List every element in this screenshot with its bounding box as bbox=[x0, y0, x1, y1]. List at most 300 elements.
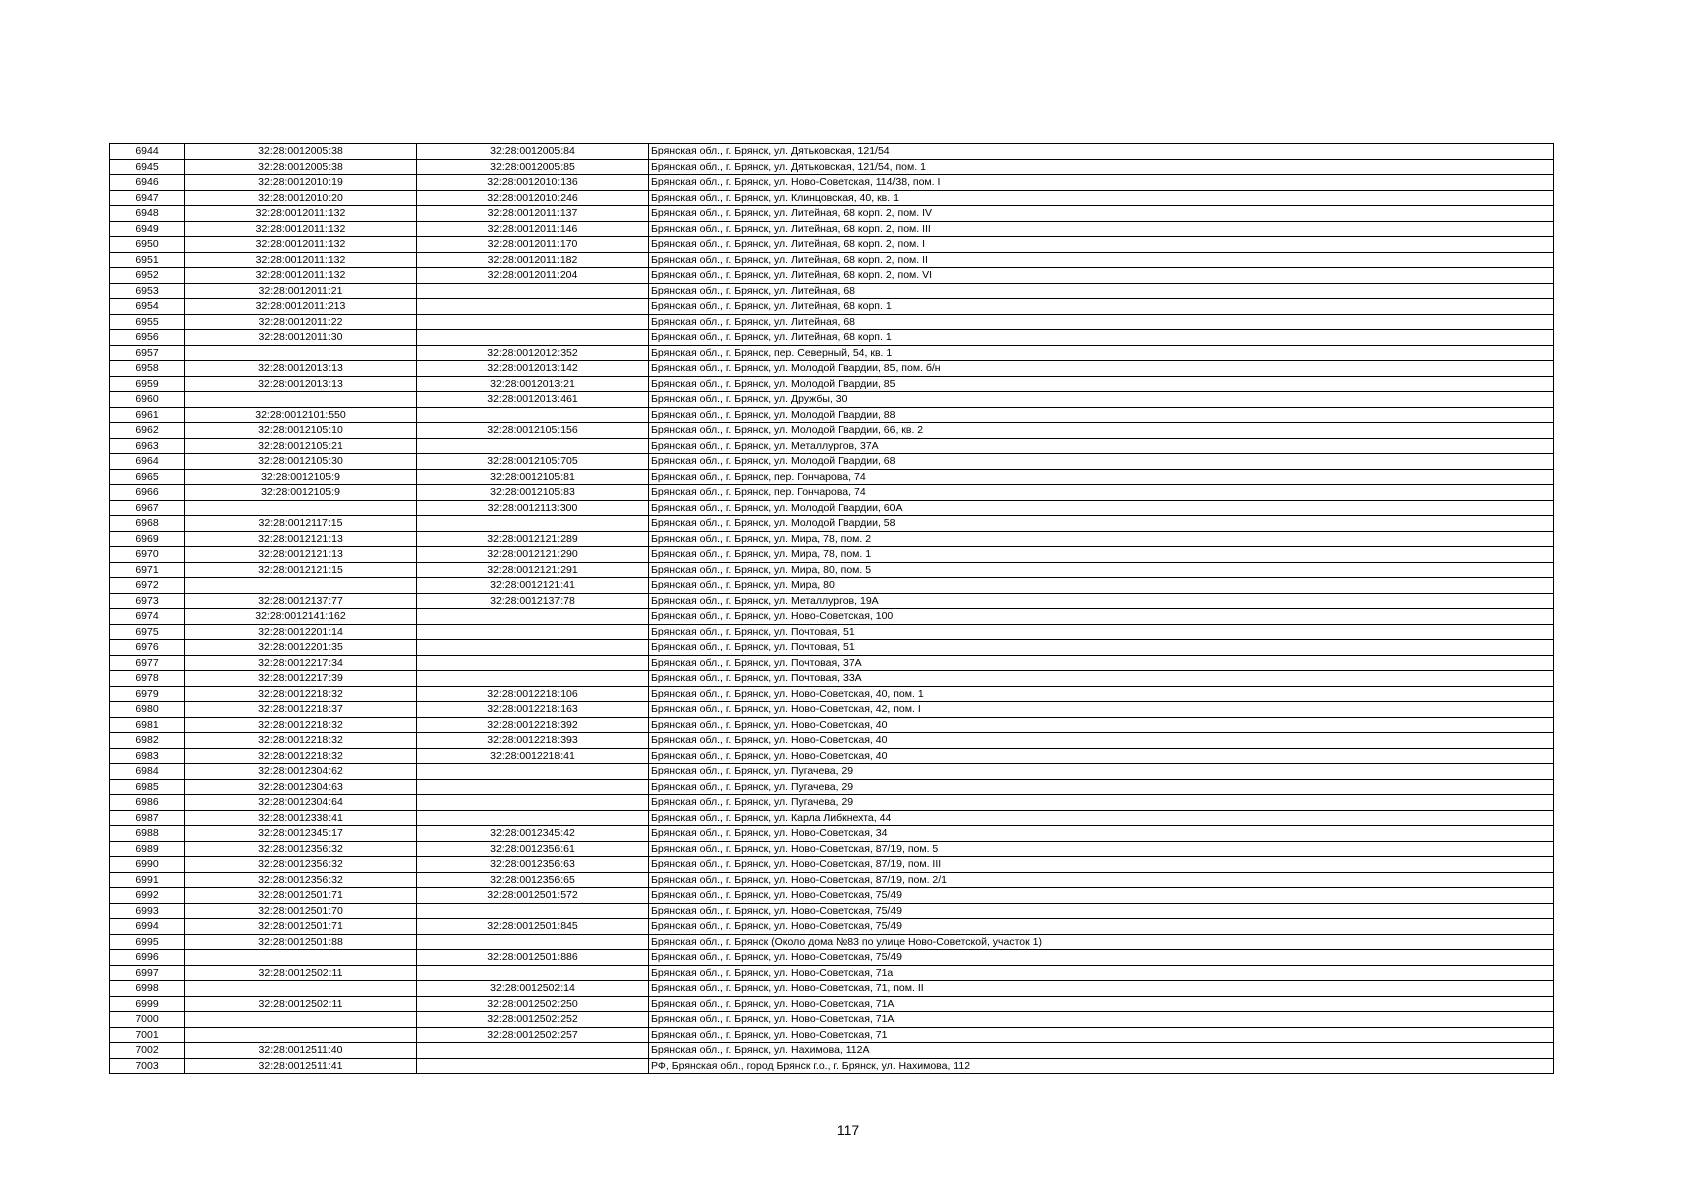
object-number-cell bbox=[417, 1058, 649, 1074]
row-number-cell: 6992 bbox=[110, 888, 185, 904]
row-number-cell: 6947 bbox=[110, 190, 185, 206]
table-row bbox=[110, 702, 1554, 718]
parcel-number-cell bbox=[185, 578, 417, 594]
row-number-cell: 6991 bbox=[110, 872, 185, 888]
parcel-number-cell: 32:28:0012105:21 bbox=[185, 438, 417, 454]
parcel-number-cell: 32:28:0012511:40 bbox=[185, 1043, 417, 1059]
table-row bbox=[110, 1012, 1554, 1028]
table-row bbox=[110, 671, 1554, 687]
row-number-cell: 6974 bbox=[110, 609, 185, 625]
parcel-number-cell: 32:28:0012217:39 bbox=[185, 671, 417, 687]
row-number-cell: 6961 bbox=[110, 407, 185, 423]
address-cell: Брянская обл., г. Брянск, ул. Ново-Советская, 75/49 bbox=[649, 919, 1554, 935]
row-number-cell: 6951 bbox=[110, 252, 185, 268]
table-row bbox=[110, 640, 1554, 656]
address-cell: Брянская обл., г. Брянск, ул. Ново-Советская, 40 bbox=[649, 733, 1554, 749]
parcel-number-cell: 32:28:0012105:10 bbox=[185, 423, 417, 439]
object-number-cell bbox=[417, 764, 649, 780]
row-number-cell: 6997 bbox=[110, 965, 185, 981]
parcel-number-cell bbox=[185, 981, 417, 997]
parcel-number-cell: 32:28:0012011:132 bbox=[185, 268, 417, 284]
table-body bbox=[110, 144, 1554, 1074]
table-row bbox=[110, 748, 1554, 764]
parcel-number-cell bbox=[185, 392, 417, 408]
table-row bbox=[110, 609, 1554, 625]
row-number-cell: 6987 bbox=[110, 810, 185, 826]
parcel-number-cell: 32:28:0012011:132 bbox=[185, 237, 417, 253]
table-row bbox=[110, 144, 1554, 160]
parcel-number-cell: 32:28:0012011:132 bbox=[185, 252, 417, 268]
address-cell: Брянская обл., г. Брянск, ул. Металлургов, 19А bbox=[649, 593, 1554, 609]
table-row bbox=[110, 190, 1554, 206]
address-cell: Брянская обл., г. Брянск, ул. Ново-Советская, 87/19, пом. 5 bbox=[649, 841, 1554, 857]
address-cell: Брянская обл., г. Брянск, ул. Литейная, 68 bbox=[649, 283, 1554, 299]
address-cell: Брянская обл., г. Брянск, ул. Ново-Советская, 71, пом. II bbox=[649, 981, 1554, 997]
parcel-number-cell: 32:28:0012217:34 bbox=[185, 655, 417, 671]
object-number-cell: 32:28:0012011:182 bbox=[417, 252, 649, 268]
parcel-number-cell: 32:28:0012502:11 bbox=[185, 965, 417, 981]
table-row bbox=[110, 686, 1554, 702]
object-number-cell bbox=[417, 624, 649, 640]
row-number-cell: 6973 bbox=[110, 593, 185, 609]
table-row bbox=[110, 764, 1554, 780]
address-cell: Брянская обл., г. Брянск, ул. Ново-Советская, 87/19, пом. 2/1 bbox=[649, 872, 1554, 888]
object-number-cell bbox=[417, 407, 649, 423]
table-row bbox=[110, 562, 1554, 578]
table-row bbox=[110, 361, 1554, 377]
table-row bbox=[110, 531, 1554, 547]
table-row bbox=[110, 857, 1554, 873]
row-number-cell: 6981 bbox=[110, 717, 185, 733]
object-number-cell bbox=[417, 299, 649, 315]
parcel-number-cell: 32:28:0012141:162 bbox=[185, 609, 417, 625]
address-cell: Брянская обл., г. Брянск, пер. Гончарова, 74 bbox=[649, 469, 1554, 485]
table-row bbox=[110, 221, 1554, 237]
parcel-number-cell: 32:28:0012137:77 bbox=[185, 593, 417, 609]
row-number-cell: 6970 bbox=[110, 547, 185, 563]
row-number-cell: 6995 bbox=[110, 934, 185, 950]
address-cell: Брянская обл., г. Брянск, ул. Почтовая, 33А bbox=[649, 671, 1554, 687]
address-cell: Брянская обл., г. Брянск, ул. Литейная, 68 корп. 2, пом. III bbox=[649, 221, 1554, 237]
table-row bbox=[110, 547, 1554, 563]
address-cell: Брянская обл., г. Брянск, ул. Молодой Гвардии, 60А bbox=[649, 500, 1554, 516]
object-number-cell: 32:28:0012005:84 bbox=[417, 144, 649, 160]
address-cell: Брянская обл., г. Брянск, ул. Мира, 78, пом. 1 bbox=[649, 547, 1554, 563]
row-number-cell: 6967 bbox=[110, 500, 185, 516]
parcel-number-cell bbox=[185, 500, 417, 516]
table-row bbox=[110, 950, 1554, 966]
parcel-number-cell: 32:28:0012011:132 bbox=[185, 221, 417, 237]
object-number-cell bbox=[417, 438, 649, 454]
address-cell: Брянская обл., г. Брянск, ул. Почтовая, 51 bbox=[649, 640, 1554, 656]
table-row bbox=[110, 624, 1554, 640]
object-number-cell bbox=[417, 810, 649, 826]
object-number-cell bbox=[417, 671, 649, 687]
address-cell: Брянская обл., г. Брянск, ул. Мира, 80 bbox=[649, 578, 1554, 594]
table-row bbox=[110, 438, 1554, 454]
parcel-number-cell: 32:28:0012304:63 bbox=[185, 779, 417, 795]
table-row bbox=[110, 655, 1554, 671]
object-number-cell: 32:28:0012011:137 bbox=[417, 206, 649, 222]
parcel-number-cell: 32:28:0012218:32 bbox=[185, 717, 417, 733]
object-number-cell bbox=[417, 779, 649, 795]
address-cell: Брянская обл., г. Брянск, ул. Ново-Советская, 40 bbox=[649, 748, 1554, 764]
parcel-number-cell: 32:28:0012218:32 bbox=[185, 748, 417, 764]
row-number-cell: 6976 bbox=[110, 640, 185, 656]
address-cell: Брянская обл., г. Брянск, ул. Мира, 80, пом. 5 bbox=[649, 562, 1554, 578]
address-cell: Брянская обл., г. Брянск, ул. Мира, 78, пом. 2 bbox=[649, 531, 1554, 547]
table-row bbox=[110, 810, 1554, 826]
object-number-cell: 32:28:0012105:81 bbox=[417, 469, 649, 485]
table-row bbox=[110, 175, 1554, 191]
parcel-number-cell: 32:28:0012501:71 bbox=[185, 888, 417, 904]
row-number-cell: 6962 bbox=[110, 423, 185, 439]
parcel-number-cell: 32:28:0012011:30 bbox=[185, 330, 417, 346]
row-number-cell: 6965 bbox=[110, 469, 185, 485]
address-cell: Брянская обл., г. Брянск, ул. Дятьковская, 121/54 bbox=[649, 144, 1554, 160]
parcel-number-cell: 32:28:0012501:70 bbox=[185, 903, 417, 919]
object-number-cell: 32:28:0012121:41 bbox=[417, 578, 649, 594]
row-number-cell: 6998 bbox=[110, 981, 185, 997]
address-cell: Брянская обл., г. Брянск, ул. Молодой Гвардии, 85, пом. б/н bbox=[649, 361, 1554, 377]
parcel-number-cell: 32:28:0012010:19 bbox=[185, 175, 417, 191]
object-number-cell: 32:28:0012218:163 bbox=[417, 702, 649, 718]
object-number-cell bbox=[417, 795, 649, 811]
address-cell: Брянская обл., г. Брянск, ул. Ново-Советская, 71 bbox=[649, 1027, 1554, 1043]
parcel-number-cell: 32:28:0012338:41 bbox=[185, 810, 417, 826]
object-number-cell: 32:28:0012356:65 bbox=[417, 872, 649, 888]
address-cell: Брянская обл., г. Брянск, ул. Ново-Советская, 75/49 bbox=[649, 903, 1554, 919]
row-number-cell: 6963 bbox=[110, 438, 185, 454]
parcel-number-cell bbox=[185, 1012, 417, 1028]
address-cell: Брянская обл., г. Брянск, ул. Молодой Гвардии, 85 bbox=[649, 376, 1554, 392]
table-row bbox=[110, 283, 1554, 299]
object-number-cell: 32:28:0012010:136 bbox=[417, 175, 649, 191]
row-number-cell: 6978 bbox=[110, 671, 185, 687]
row-number-cell: 6964 bbox=[110, 454, 185, 470]
object-number-cell bbox=[417, 965, 649, 981]
table-row bbox=[110, 934, 1554, 950]
object-number-cell: 32:28:0012121:290 bbox=[417, 547, 649, 563]
address-cell: Брянская обл., г. Брянск, ул. Ново-Советская, 40, пом. 1 bbox=[649, 686, 1554, 702]
row-number-cell: 6946 bbox=[110, 175, 185, 191]
address-cell: Брянская обл., г. Брянск, ул. Литейная, 68 bbox=[649, 314, 1554, 330]
table-row bbox=[110, 376, 1554, 392]
table-row bbox=[110, 795, 1554, 811]
object-number-cell: 32:28:0012502:14 bbox=[417, 981, 649, 997]
address-cell: Брянская обл., г. Брянск, ул. Почтовая, 51 bbox=[649, 624, 1554, 640]
table-row bbox=[110, 252, 1554, 268]
row-number-cell: 6969 bbox=[110, 531, 185, 547]
row-number-cell: 6977 bbox=[110, 655, 185, 671]
address-cell: Брянская обл., г. Брянск, ул. Ново-Советская, 87/19, пом. III bbox=[649, 857, 1554, 873]
row-number-cell: 6954 bbox=[110, 299, 185, 315]
table-row bbox=[110, 981, 1554, 997]
parcel-number-cell: 32:28:0012013:13 bbox=[185, 361, 417, 377]
parcel-number-cell: 32:28:0012304:62 bbox=[185, 764, 417, 780]
row-number-cell: 6985 bbox=[110, 779, 185, 795]
parcel-number-cell: 32:28:0012105:30 bbox=[185, 454, 417, 470]
address-cell: Брянская обл., г. Брянск, ул. Пугачева, 29 bbox=[649, 795, 1554, 811]
parcel-number-cell bbox=[185, 950, 417, 966]
row-number-cell: 6983 bbox=[110, 748, 185, 764]
object-number-cell: 32:28:0012010:246 bbox=[417, 190, 649, 206]
object-number-cell: 32:28:0012105:156 bbox=[417, 423, 649, 439]
object-number-cell: 32:28:0012013:142 bbox=[417, 361, 649, 377]
address-cell: Брянская обл., г. Брянск, ул. Литейная, 68 корп. 2, пом. IV bbox=[649, 206, 1554, 222]
address-cell: Брянская обл., г. Брянск, ул. Молодой Гвардии, 58 bbox=[649, 516, 1554, 532]
object-number-cell bbox=[417, 516, 649, 532]
address-cell: Брянская обл., г. Брянск, ул. Ново-Советская, 40 bbox=[649, 717, 1554, 733]
row-number-cell: 7002 bbox=[110, 1043, 185, 1059]
address-cell: Брянская обл., г. Брянск, ул. Молодой Гвардии, 66, кв. 2 bbox=[649, 423, 1554, 439]
table-row bbox=[110, 516, 1554, 532]
address-cell: Брянская обл., г. Брянск, ул. Пугачева, 29 bbox=[649, 779, 1554, 795]
object-number-cell: 32:28:0012012:352 bbox=[417, 345, 649, 361]
address-cell: Брянская обл., г. Брянск, ул. Дятьковская, 121/54, пом. 1 bbox=[649, 159, 1554, 175]
address-cell: РФ, Брянская обл., город Брянск г.о., г. Брянск, ул. Нахимова, 112 bbox=[649, 1058, 1554, 1074]
row-number-cell: 6959 bbox=[110, 376, 185, 392]
object-number-cell bbox=[417, 314, 649, 330]
table-row bbox=[110, 841, 1554, 857]
address-cell: Брянская обл., г. Брянск, ул. Металлургов, 37А bbox=[649, 438, 1554, 454]
address-cell: Брянская обл., г. Брянск, ул. Пугачева, 29 bbox=[649, 764, 1554, 780]
address-cell: Брянская обл., г. Брянск, ул. Ново-Советская, 100 bbox=[649, 609, 1554, 625]
object-number-cell: 32:28:0012218:393 bbox=[417, 733, 649, 749]
parcel-number-cell: 32:28:0012011:213 bbox=[185, 299, 417, 315]
object-number-cell: 32:28:0012356:63 bbox=[417, 857, 649, 873]
parcel-number-cell: 32:28:0012218:32 bbox=[185, 733, 417, 749]
object-number-cell: 32:28:0012105:83 bbox=[417, 485, 649, 501]
registry-table bbox=[109, 143, 1554, 1074]
row-number-cell: 6975 bbox=[110, 624, 185, 640]
parcel-number-cell: 32:28:0012121:15 bbox=[185, 562, 417, 578]
object-number-cell: 32:28:0012013:461 bbox=[417, 392, 649, 408]
address-cell: Брянская обл., г. Брянск, ул. Ново-Советская, 71а bbox=[649, 965, 1554, 981]
table-row bbox=[110, 996, 1554, 1012]
parcel-number-cell: 32:28:0012218:37 bbox=[185, 702, 417, 718]
object-number-cell: 32:28:0012345:42 bbox=[417, 826, 649, 842]
row-number-cell: 6996 bbox=[110, 950, 185, 966]
parcel-number-cell: 32:28:0012105:9 bbox=[185, 485, 417, 501]
table-row bbox=[110, 919, 1554, 935]
table-row bbox=[110, 299, 1554, 315]
row-number-cell: 7003 bbox=[110, 1058, 185, 1074]
table-row bbox=[110, 500, 1554, 516]
row-number-cell: 6945 bbox=[110, 159, 185, 175]
address-cell: Брянская обл., г. Брянск, пер. Гончарова, 74 bbox=[649, 485, 1554, 501]
parcel-number-cell: 32:28:0012345:17 bbox=[185, 826, 417, 842]
parcel-number-cell: 32:28:0012105:9 bbox=[185, 469, 417, 485]
table-row bbox=[110, 345, 1554, 361]
object-number-cell bbox=[417, 655, 649, 671]
row-number-cell: 7001 bbox=[110, 1027, 185, 1043]
table-row bbox=[110, 237, 1554, 253]
address-cell: Брянская обл., г. Брянск, ул. Литейная, 68 корп. 2, пом. VI bbox=[649, 268, 1554, 284]
row-number-cell: 6953 bbox=[110, 283, 185, 299]
table-row bbox=[110, 392, 1554, 408]
address-cell: Брянская обл., г. Брянск, ул. Молодой Гвардии, 68 bbox=[649, 454, 1554, 470]
address-cell: Брянская обл., г. Брянск, ул. Литейная, 68 корп. 1 bbox=[649, 299, 1554, 315]
page-number: 117 bbox=[836, 1122, 860, 1138]
object-number-cell: 32:28:0012218:106 bbox=[417, 686, 649, 702]
object-number-cell: 32:28:0012011:204 bbox=[417, 268, 649, 284]
row-number-cell: 6984 bbox=[110, 764, 185, 780]
object-number-cell: 32:28:0012501:572 bbox=[417, 888, 649, 904]
row-number-cell: 6988 bbox=[110, 826, 185, 842]
object-number-cell: 32:28:0012105:705 bbox=[417, 454, 649, 470]
table-row bbox=[110, 593, 1554, 609]
address-cell: Брянская обл., г. Брянск, ул. Ново-Советская, 71А bbox=[649, 1012, 1554, 1028]
row-number-cell: 6990 bbox=[110, 857, 185, 873]
object-number-cell bbox=[417, 283, 649, 299]
address-cell: Брянская обл., г. Брянск, ул. Карла Либкнехта, 44 bbox=[649, 810, 1554, 826]
row-number-cell: 6948 bbox=[110, 206, 185, 222]
object-number-cell: 32:28:0012356:61 bbox=[417, 841, 649, 857]
table-row bbox=[110, 1058, 1554, 1074]
table-row bbox=[110, 826, 1554, 842]
table-row bbox=[110, 1043, 1554, 1059]
table-row bbox=[110, 1027, 1554, 1043]
address-cell: Брянская обл., г. Брянск, ул. Дружбы, 30 bbox=[649, 392, 1554, 408]
table-row bbox=[110, 733, 1554, 749]
object-number-cell bbox=[417, 903, 649, 919]
parcel-number-cell: 32:28:0012501:88 bbox=[185, 934, 417, 950]
parcel-number-cell: 32:28:0012005:38 bbox=[185, 159, 417, 175]
address-cell: Брянская обл., г. Брянск, ул. Почтовая, 37А bbox=[649, 655, 1554, 671]
row-number-cell: 6957 bbox=[110, 345, 185, 361]
row-number-cell: 7000 bbox=[110, 1012, 185, 1028]
parcel-number-cell: 32:28:0012201:35 bbox=[185, 640, 417, 656]
address-cell: Брянская обл., г. Брянск, ул. Ново-Советская, 75/49 bbox=[649, 950, 1554, 966]
object-number-cell: 32:28:0012005:85 bbox=[417, 159, 649, 175]
row-number-cell: 6956 bbox=[110, 330, 185, 346]
address-cell: Брянская обл., г. Брянск, ул. Ново-Советская, 42, пом. I bbox=[649, 702, 1554, 718]
parcel-number-cell: 32:28:0012501:71 bbox=[185, 919, 417, 935]
object-number-cell bbox=[417, 609, 649, 625]
row-number-cell: 6993 bbox=[110, 903, 185, 919]
object-number-cell: 32:28:0012121:289 bbox=[417, 531, 649, 547]
row-number-cell: 6971 bbox=[110, 562, 185, 578]
row-number-cell: 6966 bbox=[110, 485, 185, 501]
address-cell: Брянская обл., г. Брянск, ул. Ново-Советская, 75/49 bbox=[649, 888, 1554, 904]
address-cell: Брянская обл., г. Брянск, ул. Ново-Советская, 71А bbox=[649, 996, 1554, 1012]
parcel-number-cell: 32:28:0012502:11 bbox=[185, 996, 417, 1012]
parcel-number-cell: 32:28:0012117:15 bbox=[185, 516, 417, 532]
parcel-number-cell: 32:28:0012356:32 bbox=[185, 857, 417, 873]
row-number-cell: 6952 bbox=[110, 268, 185, 284]
object-number-cell: 32:28:0012113:300 bbox=[417, 500, 649, 516]
object-number-cell: 32:28:0012011:146 bbox=[417, 221, 649, 237]
address-cell: Брянская обл., г. Брянск (Около дома №83 по улице Ново-Советской, участок 1) bbox=[649, 934, 1554, 950]
table-row bbox=[110, 779, 1554, 795]
parcel-number-cell: 32:28:0012101:550 bbox=[185, 407, 417, 423]
object-number-cell: 32:28:0012218:392 bbox=[417, 717, 649, 733]
parcel-number-cell: 32:28:0012013:13 bbox=[185, 376, 417, 392]
object-number-cell: 32:28:0012501:845 bbox=[417, 919, 649, 935]
parcel-number-cell: 32:28:0012304:64 bbox=[185, 795, 417, 811]
row-number-cell: 6989 bbox=[110, 841, 185, 857]
object-number-cell: 32:28:0012013:21 bbox=[417, 376, 649, 392]
table-row bbox=[110, 314, 1554, 330]
table-row bbox=[110, 159, 1554, 175]
parcel-number-cell: 32:28:0012201:14 bbox=[185, 624, 417, 640]
object-number-cell: 32:28:0012502:257 bbox=[417, 1027, 649, 1043]
object-number-cell bbox=[417, 330, 649, 346]
object-number-cell: 32:28:0012502:250 bbox=[417, 996, 649, 1012]
parcel-number-cell: 32:28:0012121:13 bbox=[185, 547, 417, 563]
row-number-cell: 6949 bbox=[110, 221, 185, 237]
object-number-cell: 32:28:0012137:78 bbox=[417, 593, 649, 609]
parcel-number-cell bbox=[185, 345, 417, 361]
parcel-number-cell: 32:28:0012511:41 bbox=[185, 1058, 417, 1074]
row-number-cell: 6980 bbox=[110, 702, 185, 718]
address-cell: Брянская обл., г. Брянск, ул. Ново-Советская, 34 bbox=[649, 826, 1554, 842]
table-row bbox=[110, 485, 1554, 501]
parcel-number-cell bbox=[185, 1027, 417, 1043]
parcel-number-cell: 32:28:0012218:32 bbox=[185, 686, 417, 702]
table-row bbox=[110, 423, 1554, 439]
parcel-number-cell: 32:28:0012121:13 bbox=[185, 531, 417, 547]
object-number-cell: 32:28:0012502:252 bbox=[417, 1012, 649, 1028]
address-cell: Брянская обл., г. Брянск, ул. Клинцовская, 40, кв. 1 bbox=[649, 190, 1554, 206]
parcel-number-cell: 32:28:0012005:38 bbox=[185, 144, 417, 160]
row-number-cell: 6994 bbox=[110, 919, 185, 935]
row-number-cell: 6986 bbox=[110, 795, 185, 811]
address-cell: Брянская обл., г. Брянск, ул. Нахимова, 112А bbox=[649, 1043, 1554, 1059]
table-row bbox=[110, 206, 1554, 222]
row-number-cell: 6944 bbox=[110, 144, 185, 160]
table-row bbox=[110, 578, 1554, 594]
row-number-cell: 6950 bbox=[110, 237, 185, 253]
object-number-cell: 32:28:0012121:291 bbox=[417, 562, 649, 578]
table-row bbox=[110, 965, 1554, 981]
table-row bbox=[110, 717, 1554, 733]
object-number-cell: 32:28:0012218:41 bbox=[417, 748, 649, 764]
table-row bbox=[110, 872, 1554, 888]
row-number-cell: 6982 bbox=[110, 733, 185, 749]
object-number-cell bbox=[417, 640, 649, 656]
table-row bbox=[110, 888, 1554, 904]
table-row bbox=[110, 903, 1554, 919]
address-cell: Брянская обл., г. Брянск, ул. Литейная, 68 корп. 2, пом. I bbox=[649, 237, 1554, 253]
parcel-number-cell: 32:28:0012010:20 bbox=[185, 190, 417, 206]
address-cell: Брянская обл., г. Брянск, пер. Северный, 54, кв. 1 bbox=[649, 345, 1554, 361]
address-cell: Брянская обл., г. Брянск, ул. Молодой Гвардии, 88 bbox=[649, 407, 1554, 423]
row-number-cell: 6960 bbox=[110, 392, 185, 408]
parcel-number-cell: 32:28:0012356:32 bbox=[185, 872, 417, 888]
parcel-number-cell: 32:28:0012356:32 bbox=[185, 841, 417, 857]
parcel-number-cell: 32:28:0012011:132 bbox=[185, 206, 417, 222]
address-cell: Брянская обл., г. Брянск, ул. Литейная, 68 корп. 1 bbox=[649, 330, 1554, 346]
row-number-cell: 6972 bbox=[110, 578, 185, 594]
row-number-cell: 6999 bbox=[110, 996, 185, 1012]
row-number-cell: 6955 bbox=[110, 314, 185, 330]
object-number-cell bbox=[417, 1043, 649, 1059]
table-row bbox=[110, 407, 1554, 423]
object-number-cell: 32:28:0012501:886 bbox=[417, 950, 649, 966]
parcel-number-cell: 32:28:0012011:21 bbox=[185, 283, 417, 299]
address-cell: Брянская обл., г. Брянск, ул. Литейная, 68 корп. 2, пом. II bbox=[649, 252, 1554, 268]
object-number-cell: 32:28:0012011:170 bbox=[417, 237, 649, 253]
table-row bbox=[110, 454, 1554, 470]
table-row bbox=[110, 268, 1554, 284]
row-number-cell: 6979 bbox=[110, 686, 185, 702]
row-number-cell: 6968 bbox=[110, 516, 185, 532]
object-number-cell bbox=[417, 934, 649, 950]
table-row bbox=[110, 469, 1554, 485]
table-row bbox=[110, 330, 1554, 346]
